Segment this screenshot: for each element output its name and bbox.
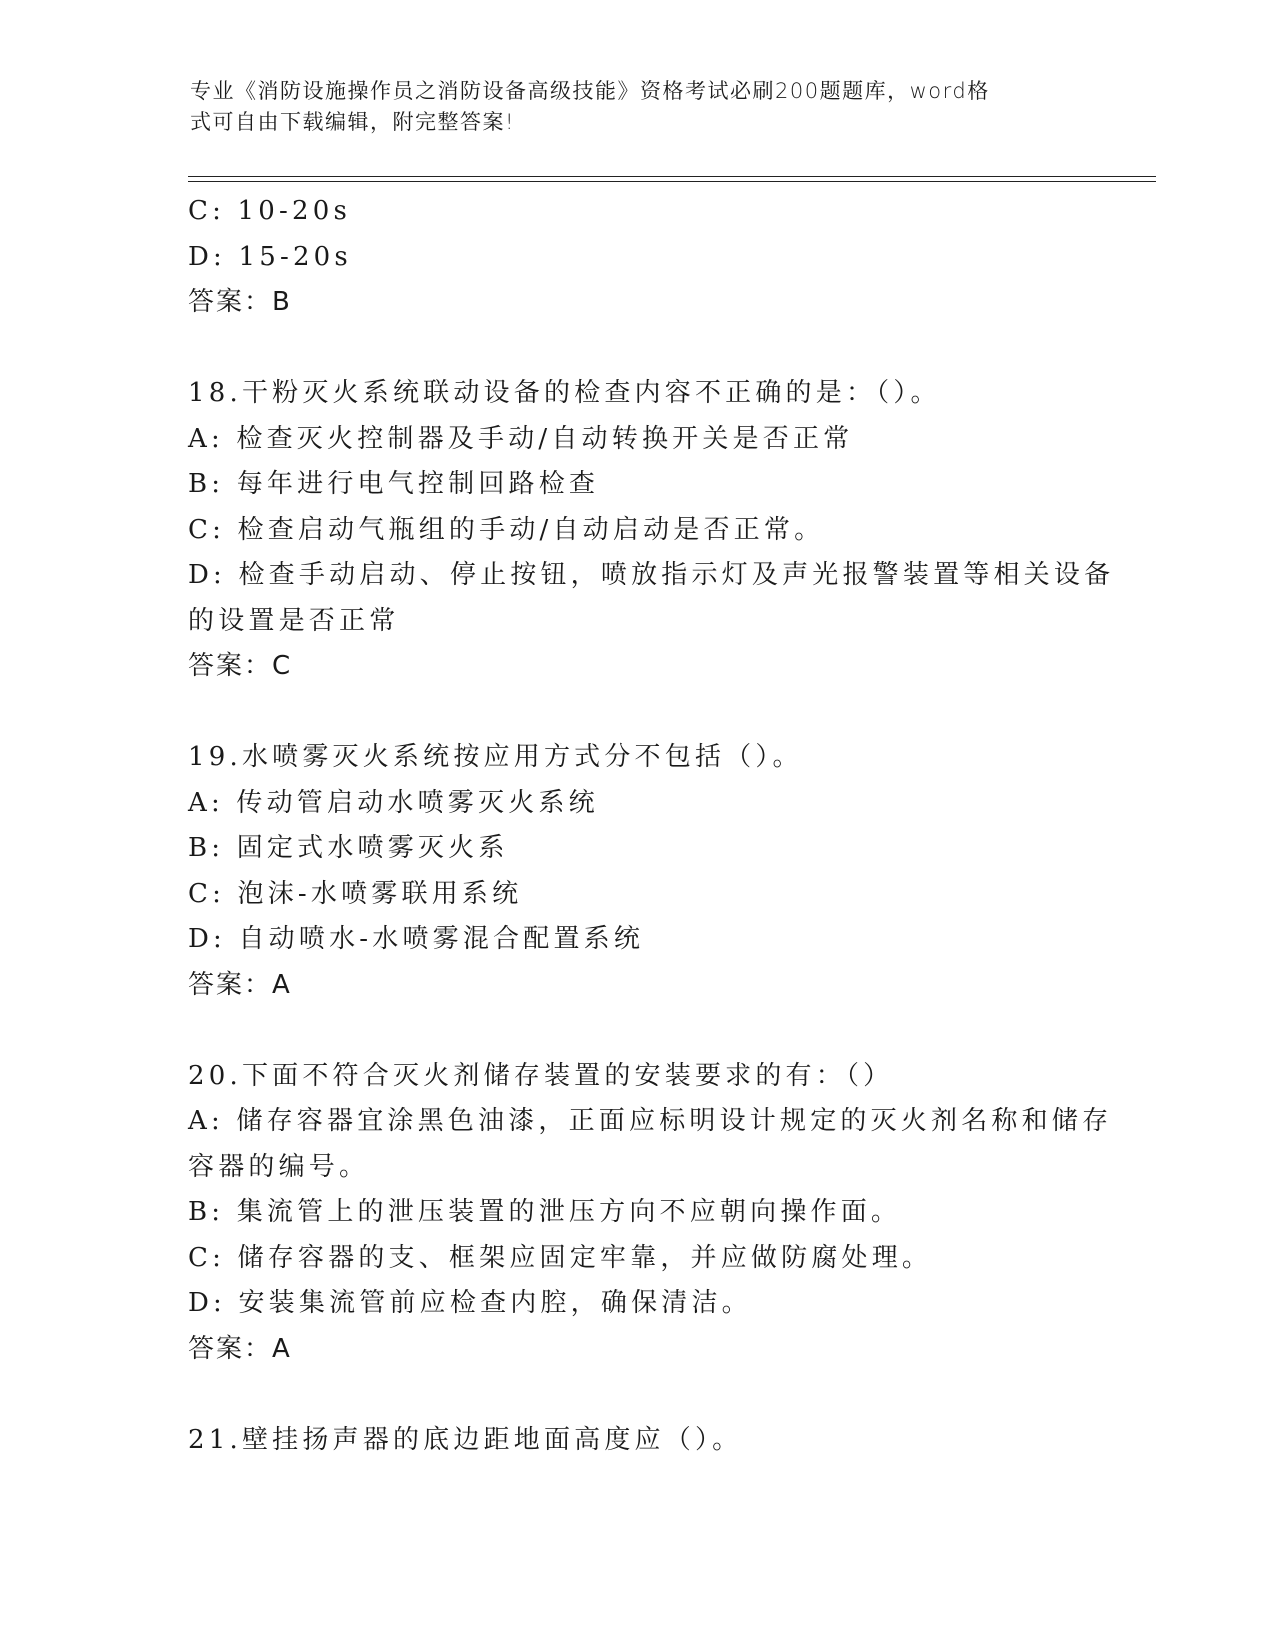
header-rule-bottom [188,181,1156,182]
option-c: C: 检查启动气瓶组的手动/自动启动是否正常。 [188,514,825,545]
option-d: D: 自动喷水-水喷雾混合配置系统 [188,924,645,954]
option-b: B: 固定式水喷雾灭火系 [188,833,509,863]
option-b: B: 集流管上的泄压装置的泄压方向不应朝向操作面。 [188,1197,902,1227]
spacer [188,690,1108,736]
page-header [190,76,1080,138]
option-a: A: 检查灭火控制器及手动/自动转换开关是否正常 [188,423,854,454]
answer: 答案：C [188,651,293,681]
spacer [188,1008,1108,1054]
header-line-2: 式可自由下载编辑，附完整答案! [190,110,515,134]
header-line-1: 专业《消防设施操作员之消防设备高级技能》资格考试必刷200题题库，word格 [190,79,990,103]
header-rule-top [188,176,1156,177]
spacer [188,326,1108,372]
option-d-continued: 的设置是否正常 [188,605,400,636]
option-d: D: 检查手动启动、停止按钮，喷放指示灯及声光报警装置等相关设备 [188,560,1115,590]
option-a-continued: 容器的编号。 [188,1151,370,1182]
option-c: C: 泡沫-水喷雾联用系统 [188,878,523,909]
option-a: A: 储存容器宜涂黑色油漆，正面应标明设计规定的灭火剂名称和储存 [188,1106,1113,1136]
answer: 答案：B [188,287,292,317]
spacer [188,1372,1108,1418]
question-stem: 19.水喷雾灭火系统按应用方式分不包括（）。 [188,742,803,772]
question-stem: 20.下面不符合灭火剂储存装置的安装要求的有：（） [188,1060,894,1091]
answer: 答案：A [188,969,292,1000]
option-c: C: 储存容器的支、框架应固定牢靠，并应做防腐处理。 [188,1242,933,1273]
option-d: D: 安装集流管前应检查内腔，确保清洁。 [188,1288,752,1318]
question-stem: 18.干粉灭火系统联动设备的检查内容不正确的是：（）。 [188,378,941,408]
question-list [188,189,1115,1463]
option-d: D: 15-20s [188,241,352,272]
answer: 答案：A [188,1333,292,1364]
question-stem: 21.壁挂扬声器的底边距地面高度应（）。 [188,1424,743,1455]
option-a: A: 传动管启动水喷雾灭火系统 [188,787,599,818]
option-c: C: 10-20s [188,196,352,226]
option-b: B: 每年进行电气控制回路检查 [188,469,600,499]
